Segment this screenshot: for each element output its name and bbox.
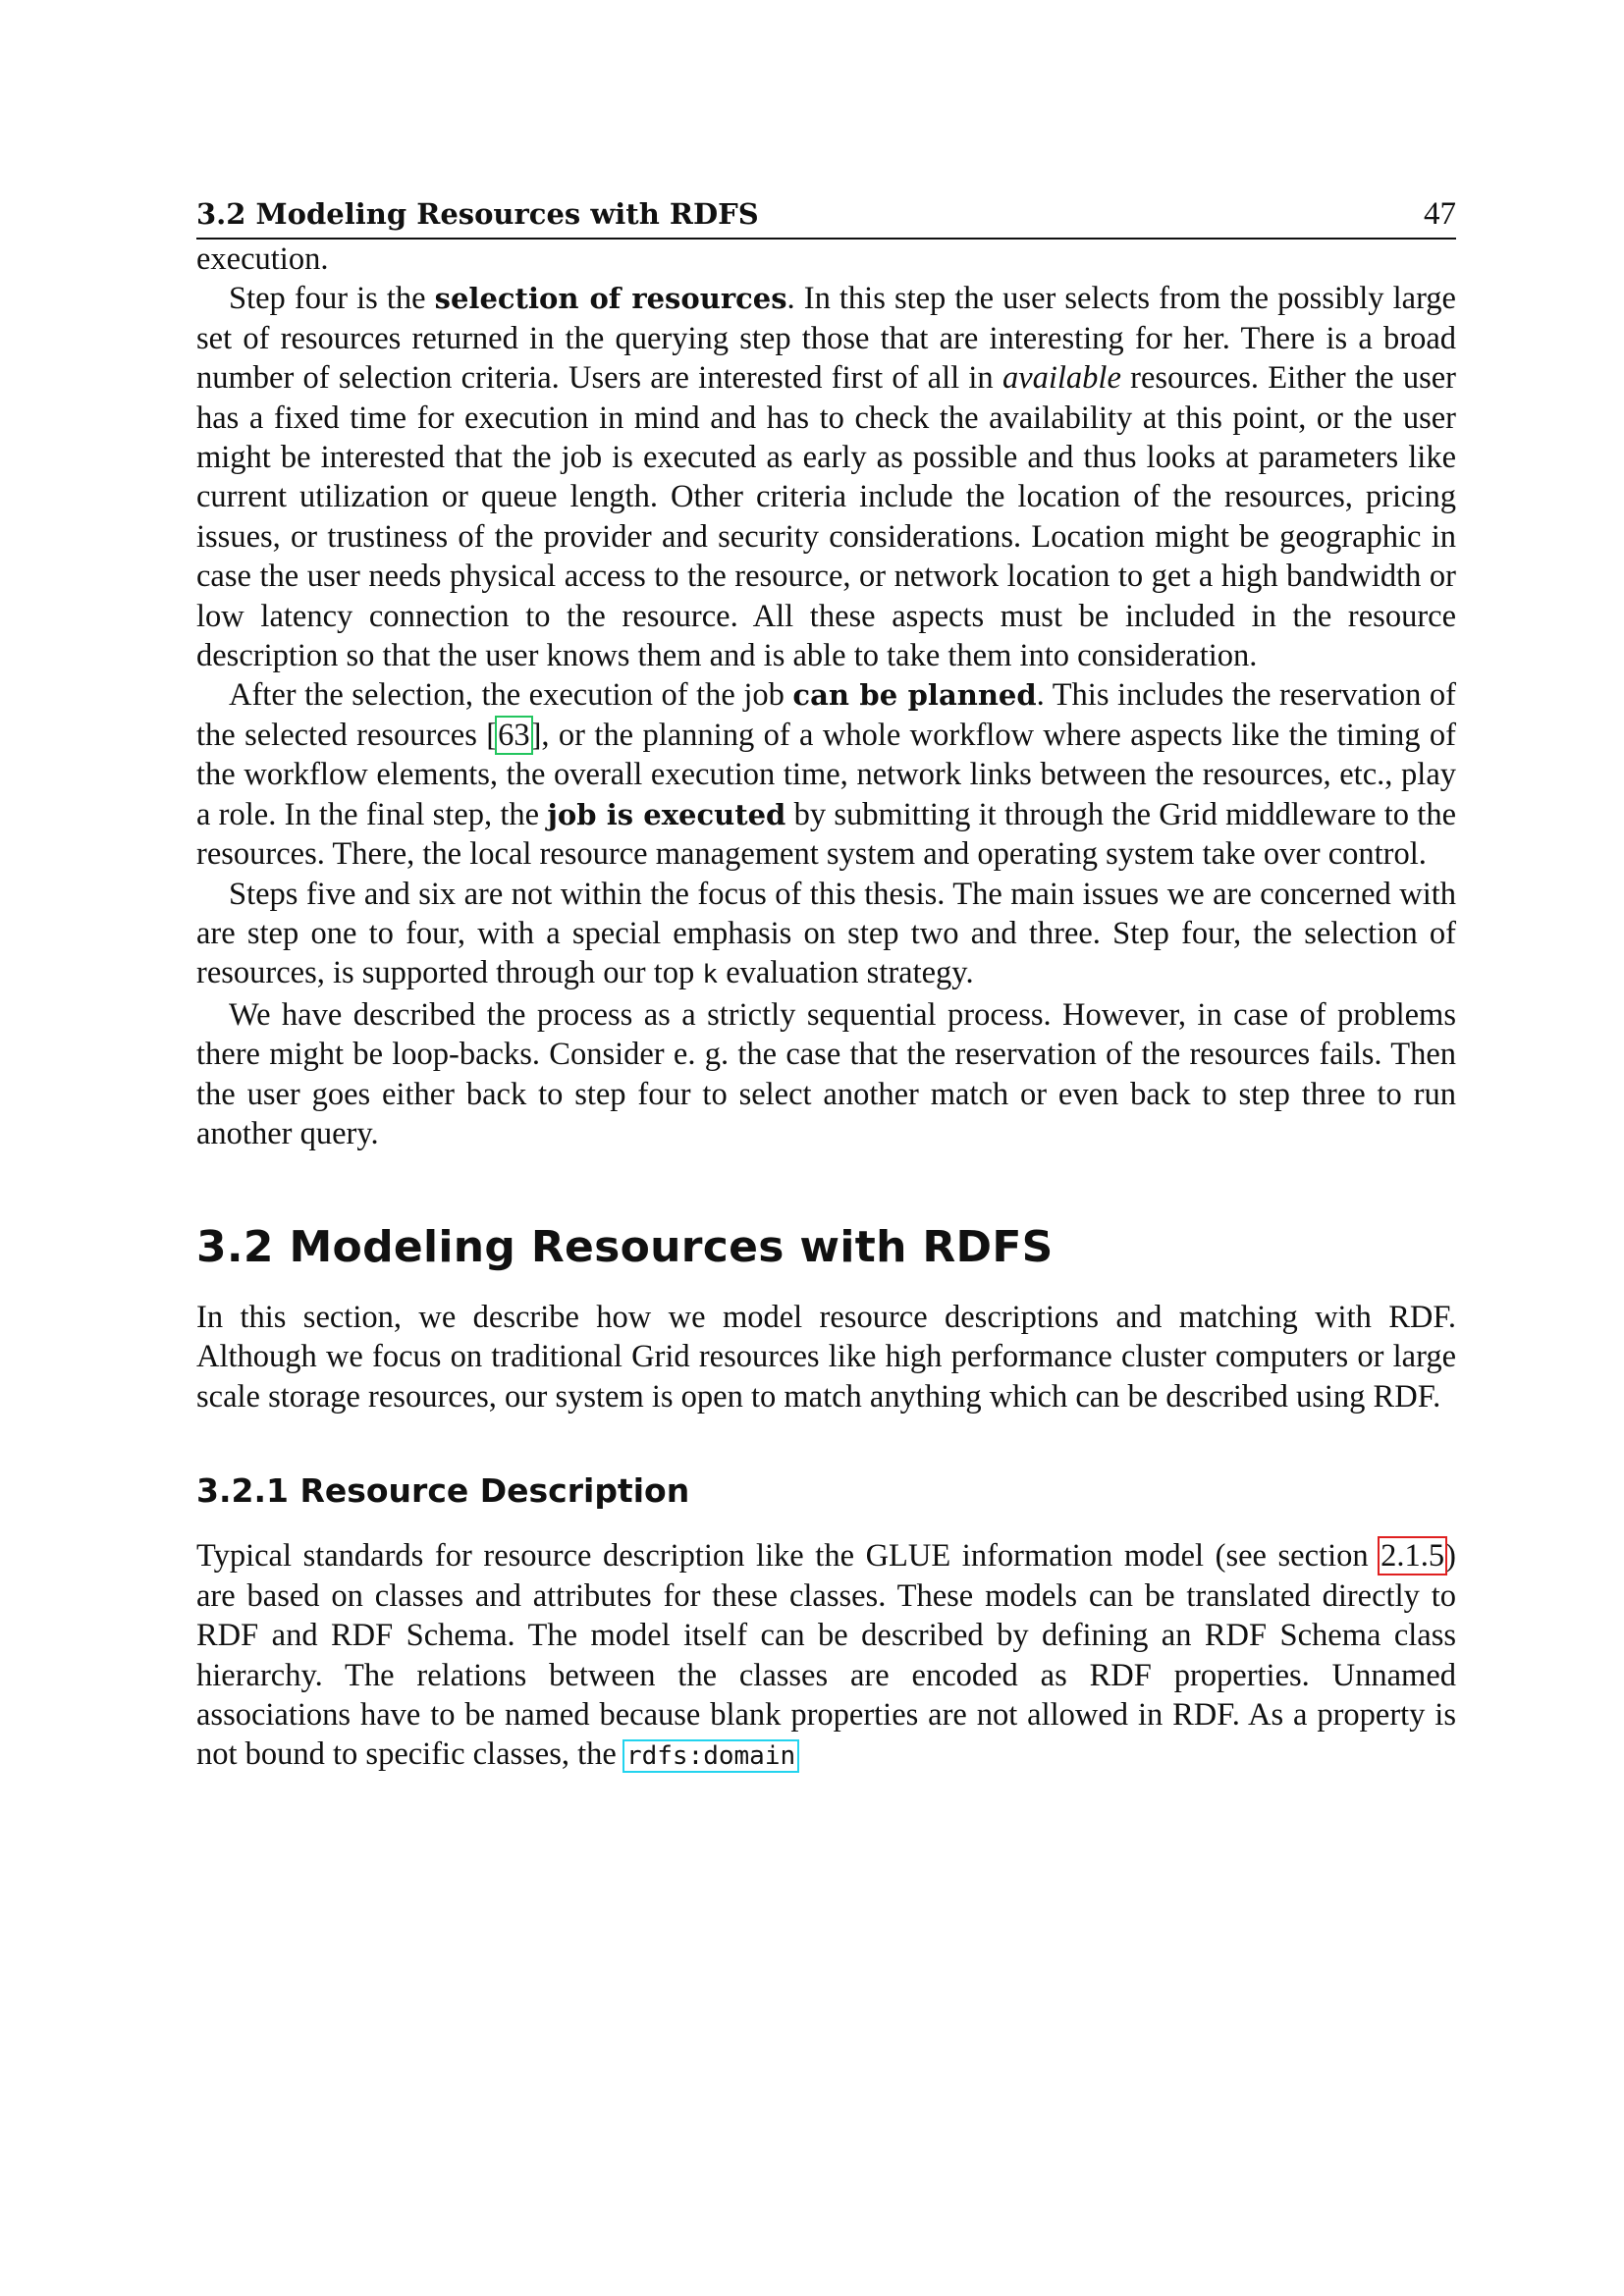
bold-term: can be planned [792, 678, 1037, 713]
running-header-title: 3.2 Modeling Resources with RDFS [196, 197, 759, 231]
text-span: Typical standards for resource description like the GLUE information model (see section [196, 1538, 1380, 1575]
paragraph-loopbacks: We have described the process as a strictly sequential process. However, in case of problems there might be loop-backs. Consider e. g. the case that the reservation of the resources fails. Then the user goes either back to step four to select another match or even back to step three to run another query. [196, 996, 1456, 1151]
subsection-heading: 3.2.1 Resource Description [196, 1470, 690, 1510]
code-link[interactable]: rdfs:domain [625, 1741, 796, 1772]
text-span: Steps five and six are not within the focus of this thesis. The main issues we are concerned with are step one to four, with a special emphasis on step two and three. Step four, the selection of resources, is supported through our top [196, 876, 1456, 991]
text-span: ) are based on classes and attributes for these classes. These models can be translated directly to RDF and RDF Schema. The model itself can be described by defining an RDF Schema class hierarchy. The relations between the classes are encoded as RDF properties. Unnamed associations have to be named because blank properties are not allowed in RDF. As a property is not bound to specific classes, the [196, 1538, 1456, 1773]
bold-term: selection of resources [434, 282, 787, 316]
text-span: Step four is the [229, 281, 435, 317]
paragraph-selection [196, 279, 1456, 675]
body-text [196, 240, 1456, 1777]
citation-link[interactable]: 63 [498, 717, 530, 753]
text-span: . In this step the user selects from the possibly large set of resources returned in the querying step those that are interesting for her. There is a broad number of selection criteria. Users are interested first of all in [196, 281, 1456, 397]
section-reference-link[interactable]: 2.1.5 [1380, 1538, 1445, 1575]
paragraph-continuation: execution. [196, 241, 329, 277]
page-number: 47 [1424, 196, 1456, 232]
page [196, 196, 1456, 1777]
bold-term: job is executed [547, 797, 786, 831]
text-span: resources. Either the user has a fixed time for execution in mind and has to check the availability at this point, or the user might be interested that the job is executed as early as possible and thus looks at parameters like current utilization or queue length. Other criteria include the location of the resources, pricing issues, or trustiness of the provider and security considerations. Location might be geographic in case the user needs physical access to the resource, or network location to get a high bandwidth or low latency connection to the resource. All these aspects must be included in the resource description so that the user knows them and is able to take them into consideration. [196, 360, 1456, 674]
text-span: After the selection, the execution of the job [229, 677, 793, 714]
text-span: evaluation strategy. [718, 955, 974, 991]
paragraph-focus [196, 875, 1456, 995]
paragraph-resource-description [196, 1536, 1456, 1776]
math-variable: k [702, 960, 719, 990]
italic-term: available [1001, 360, 1121, 397]
running-header [196, 196, 1456, 240]
section-heading: 3.2 Modeling Resources with RDFS [196, 1222, 1054, 1273]
section-intro: In this section, we describe how we model resource descriptions and matching with RDF. Although we focus on traditional Grid resources like high performance cluster computers or large scale storage resources, our system is open to match anything which can be described using RDF. [196, 1299, 1456, 1415]
paragraph-planning [196, 675, 1456, 874]
text-span: . This includes the reservation of the selected resources [ [196, 677, 1457, 753]
text-span: ], or the planning of a whole workflow where aspects like the timing of the workflow elements, the overall execution time, network links between the resources, etc., play a role. In the final step, the [196, 717, 1457, 832]
text-span: by submitting it through the Grid middleware to the resources. There, the local resource management system and operating system take over control. [196, 796, 1456, 873]
